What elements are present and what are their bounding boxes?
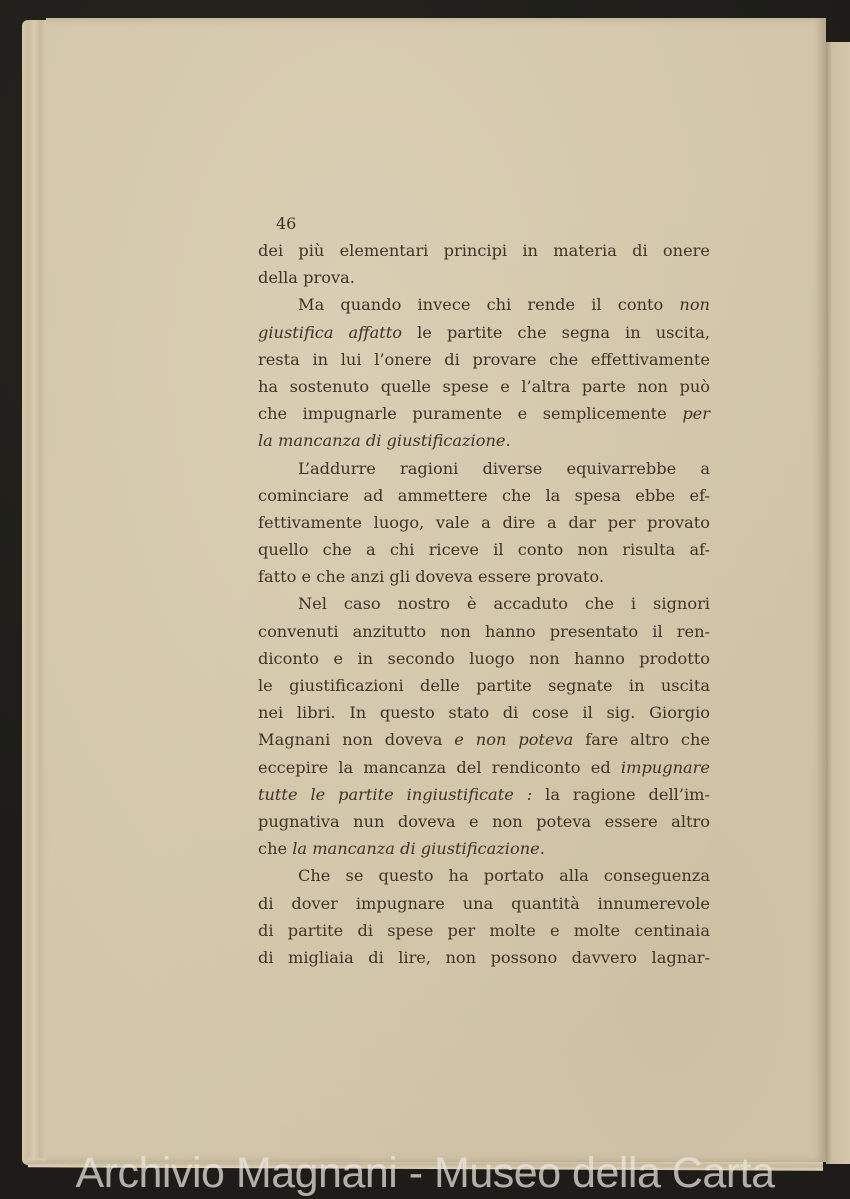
watermark: Archivio Magnani - Museo della Carta (75, 1149, 775, 1197)
body-text (258, 237, 710, 971)
text-segment: Ma quando invece chi rende il conto (298, 295, 680, 315)
text-segment: la ragione dell’im- (532, 784, 710, 804)
text-line (258, 264, 710, 291)
text-segment: diconto e in secondo luogo non hanno prodotto (258, 648, 710, 668)
text-line (258, 482, 710, 509)
text-segment: le giustificazioni delle partite segnate in uscita (258, 676, 710, 695)
text-line (258, 835, 710, 862)
text-segment: fatto e che anzi gli doveva essere provato. (258, 567, 605, 587)
text-segment: . (539, 839, 545, 859)
text-segment: nei libri. In questo stato di cose il sig. Giorgio (258, 703, 710, 723)
text-line (258, 400, 710, 427)
text-line (258, 699, 710, 726)
text-line (258, 590, 710, 617)
text-segment: di migliaia di lire, non possono davvero lagnar- (258, 947, 710, 967)
italic-text: impugnare (620, 757, 710, 777)
book-page (46, 18, 826, 1162)
italic-text: la mancanza di giustificazione (292, 839, 540, 859)
text-line (258, 808, 710, 835)
text-line (258, 509, 710, 536)
text-line (258, 536, 710, 563)
italic-text: e non poteva (454, 730, 574, 750)
italic-text: la mancanza di giustificazione (258, 431, 506, 451)
text-segment: eccepire la mancanza del rendiconto ed (258, 757, 621, 777)
text-segment: della prova. (258, 268, 355, 288)
text-segment: L’addurre ragioni diverse equivarrebbe a (298, 458, 710, 478)
text-line (258, 917, 710, 944)
text-line (258, 291, 710, 318)
text-line (258, 781, 710, 808)
text-segment: Che se questo ha portato alla conseguenza (298, 866, 710, 886)
text-segment: Nel caso nostro è accaduto che i signori (298, 594, 710, 614)
text-line (258, 672, 710, 699)
italic-text: giustifica affatto (258, 322, 403, 342)
text-line (258, 455, 710, 482)
text-segment: quello che a chi riceve il conto non risulta af- (258, 540, 710, 560)
text-segment: ha sostenuto quelle spese e l’altra parte non può (258, 376, 710, 396)
text-line (258, 319, 710, 346)
text-segment: resta in lui l’onere di provare che effettivamente (258, 349, 710, 369)
italic-text: per (682, 404, 710, 424)
text-line (258, 862, 710, 889)
text-segment: fare altro che (573, 730, 710, 750)
text-segment: dei più elementari principi in materia di onere (258, 241, 710, 260)
text-segment: cominciare ad ammettere che la spesa ebbe ef- (258, 485, 710, 505)
text-line (258, 427, 710, 454)
text-line (258, 754, 710, 781)
text-segment: di dover impugnare una quantità innumerevole (258, 893, 710, 913)
text-segment: che (258, 839, 293, 859)
text-segment: pugnativa nun doveva e non poteva essere altro (258, 811, 710, 831)
text-line (258, 645, 710, 672)
text-line (258, 726, 710, 753)
text-line (258, 346, 710, 373)
text-segment: di partite di spese per molte e molte centinaia (258, 920, 710, 940)
text-segment: convenuti anzitutto non hanno presentato il ren- (258, 621, 710, 641)
page-number: 46 (276, 214, 297, 233)
text-line (258, 237, 710, 264)
text-line (258, 373, 710, 400)
text-line (258, 944, 710, 971)
text-line (258, 563, 710, 590)
italic-text: tutte le partite ingiustificate : (258, 784, 533, 804)
text-segment: le partite che segna in uscita, (402, 322, 710, 342)
next-page-edge (826, 42, 850, 1164)
text-line (258, 890, 710, 917)
text-segment: . (505, 431, 511, 451)
text-segment: fettivamente luogo, vale a dire a dar per provato (258, 512, 710, 532)
text-segment: Magnani non doveva (258, 730, 455, 750)
italic-text: non (679, 295, 710, 315)
text-line (258, 618, 710, 645)
text-segment: che impugnarle puramente e semplicemente (258, 404, 683, 424)
